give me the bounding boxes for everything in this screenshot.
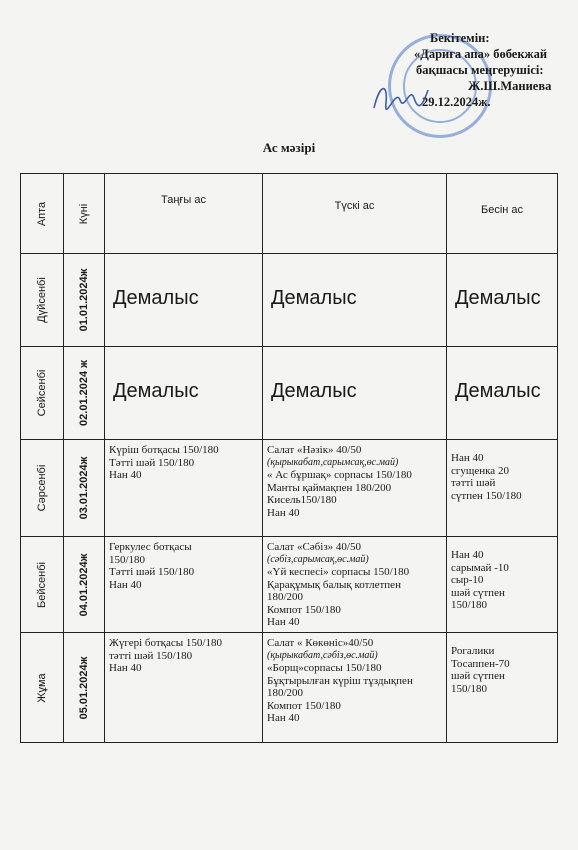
menu-line: сгущенка 20 [451,464,509,477]
menu-line: (қырыкабат,сарымсақ,өс.май) [267,456,399,468]
day-cell [21,440,64,537]
breakfast-cell: Демалыс [105,254,263,347]
snack-cell [447,537,558,633]
menu-line: 150/180 [451,599,488,611]
snack-cell [447,440,558,537]
menu-line: Күріш ботқасы 150/180 [109,444,219,456]
menu-line: Геркулес ботқасы [109,541,192,553]
table-row [21,254,558,347]
menu-line: Нан 40 [451,549,484,561]
breakfast-cell [105,633,263,743]
header-day: Апта [35,201,48,226]
menu-line: Салат « Көкөніс»40/50 [267,637,374,649]
date-label: 02.01.2024 ж [77,360,90,426]
menu-line: Нан 40 [267,712,300,724]
menu-line: 150/180 [451,682,488,695]
table-row [21,347,558,440]
day-cell [21,537,64,633]
menu-line: Тәтті шәй 150/180 [109,566,195,578]
header-breakfast-cell [105,174,263,254]
snack-cell: Демалыс [447,254,558,347]
menu-line: Рогалики [451,645,495,657]
approval-position: бақшасы меңгерушісі: [416,63,544,77]
breakfast-cell [105,537,263,633]
header-lunch: Түскі ас [334,200,375,212]
snack-cell: Демалыс [447,347,558,440]
date-cell [64,440,105,537]
date-cell [64,254,105,347]
menu-line: «Борщ»сорпасы 150/180 [267,662,382,674]
menu-line: сүтпен 150/180 [451,489,522,502]
date-label: 03.01.2024ж [77,456,90,520]
menu-line: 180/200 [267,591,304,603]
menu-line: шәй сүтпен [451,670,505,682]
date-label: 01.01.2024ж [77,268,90,332]
day-label: Бейсенбі [35,561,48,608]
menu-line: тәтті шәй 150/180 [109,649,193,662]
menu-line: Нан 40 [267,616,300,628]
menu-table [20,173,558,743]
approval-block [400,30,560,110]
day-label: Сәрсенбі [35,464,48,512]
header-lunch-cell [263,174,447,254]
menu-line: « Ас бұршақ» сорпасы 150/180 [267,469,412,481]
menu-line: (қырыкабат,сәбіз,өс.май) [267,649,378,661]
menu-line: 180/200 [267,687,304,699]
header-breakfast: Таңғы ас [160,194,206,206]
approval-org: «Дариға апа» бөбекжай [414,47,548,61]
day-label: Дүйсенбі [35,277,48,323]
date-cell [64,537,105,633]
menu-line: Манты қаймақпен 180/200 [267,481,392,494]
header-date-cell [64,174,105,254]
snack-cell [447,633,558,743]
menu-line: Нан 40 [109,578,142,591]
day-cell [21,633,64,743]
breakfast-cell [105,440,263,537]
menu-line: Компот 150/180 [267,603,341,616]
menu-line: Салат «Нәзік» 40/50 [267,444,362,456]
date-cell [64,347,105,440]
approval-date: 29.12.2024ж. [422,95,491,109]
menu-line: Тосаппен-70 [451,657,510,670]
lunch-cell: Демалыс [263,254,447,347]
lunch-cell [263,537,447,633]
menu-line: сарымай -10 [451,561,509,574]
date-label: 05.01.2024ж [77,656,90,719]
menu-line: сыр-10 [451,574,484,586]
menu-line: «Үй кеспесі» сорпасы 150/180 [267,566,410,578]
menu-line: Компот 150/180 [267,699,341,712]
date-cell [64,633,105,743]
menu-line: Нан 40 [109,469,142,481]
menu-line: Тәтті шәй 150/180 [109,456,195,469]
table-row [21,440,558,537]
approval-title: Бекітемін: [430,31,490,45]
lunch-cell [263,633,447,743]
menu-line: 150/180 [109,553,146,566]
menu-line: Нан 40 [267,506,300,519]
menu-line: Нан 40 [451,452,484,464]
day-cell [21,254,64,347]
header-snack-cell [447,174,558,254]
menu-title: Ас мәзірі [262,140,316,155]
header-snack: Бесін ас [480,204,524,216]
approval-name: Ж.Ш.Маниева [468,79,552,93]
table-row [21,633,558,743]
menu-line: (сәбіз,сарымсақ,өс.май) [267,553,369,565]
menu-line: Салат «Сәбіз» 40/50 [267,541,361,553]
table-row [21,537,558,633]
menu-line: тәтті шәй [451,477,496,489]
menu-line: Бұқтырылған күріш тұздықпен [267,674,413,687]
date-label: 04.01.2024ж [77,553,90,616]
day-label: Жұма [35,672,48,703]
header-date: Күні [77,203,90,224]
day-cell [21,347,64,440]
menu-line: Нан 40 [109,662,142,674]
lunch-cell [263,440,447,537]
day-label: Сейсенбі [35,369,48,417]
header-day-cell [21,174,64,254]
menu-line: шәй сүтпен [451,586,505,599]
lunch-cell: Демалыс [263,347,447,440]
breakfast-cell: Демалыс [105,347,263,440]
menu-line: Қарақұмық балық котлетпен [267,578,401,591]
menu-line: Кисель150/180 [267,494,337,506]
menu-line: Жүгері ботқасы 150/180 [109,637,222,649]
header-row [21,174,558,254]
